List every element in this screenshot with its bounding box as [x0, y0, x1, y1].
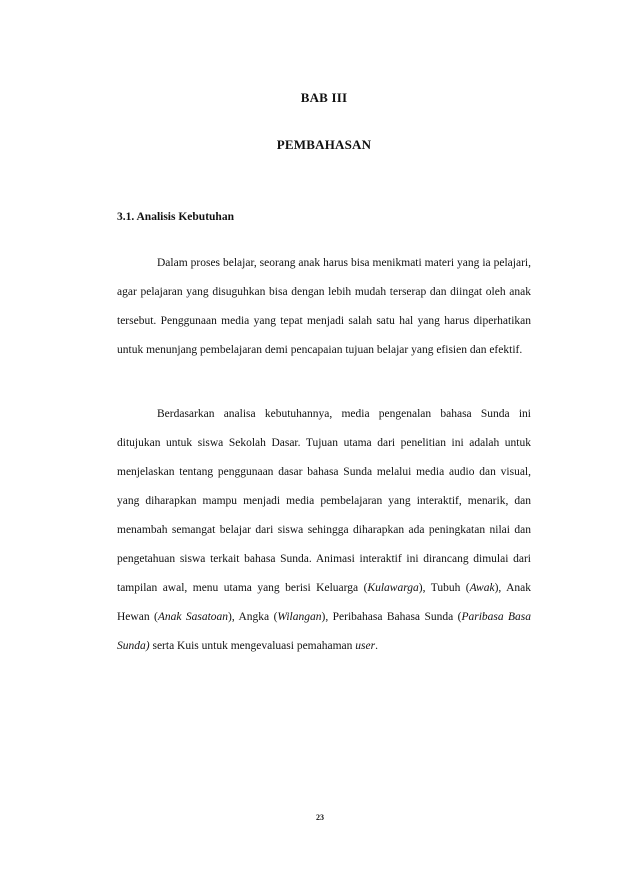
- paragraph-text: ), Anak Hewan (: [117, 582, 532, 623]
- paragraph-needs-analysis: [117, 400, 531, 661]
- chapter-number: BAB III: [300, 90, 348, 105]
- page-number: 23: [316, 813, 324, 822]
- paragraph-text: .: [375, 640, 378, 652]
- sundanese-term-wilangan: Wilangan: [277, 611, 322, 623]
- paragraph-text: ), Tubuh (: [418, 582, 470, 594]
- paragraph-text: serta Kuis untuk mengevaluasi pemahaman: [149, 640, 356, 652]
- chapter-title: PEMBAHASAN: [276, 137, 372, 152]
- paragraph-text: ), Angka (: [228, 611, 278, 623]
- paragraph-text: ), Peribahasa Bahasa Sunda (: [321, 611, 462, 623]
- sundanese-term-anak-sasatoan: Anak Sasatoan: [157, 611, 229, 623]
- paragraph-text: Berdasarkan analisa kebutuhannya, media pengenalan bahasa Sunda ini ditujukan untuk siswa Sekolah Dasar. Tujuan utama dari penelitian ini adalah untuk menjelaskan tentang penggunaan dasar bahasa Sunda melalui media audio dan visual, yang diharapkan mampu menjadi media pembelajaran yang interaktif, menarik, dan menambah semangat belajar dari siswa sehingga diharapkan ada peningkatan nilai dan pengetahuan siswa terkait bahasa Sunda. Animasi interaktif ini dirancang dimulai dari tampilan awal, menu utama yang berisi Keluarga (: [117, 408, 531, 594]
- term-user: user: [355, 640, 376, 652]
- section-heading: 3.1. Analisis Kebutuhan: [117, 211, 234, 223]
- sundanese-term-awak: Awak: [469, 582, 495, 594]
- sundanese-term-paribasa: Paribasa Basa Sunda): [117, 611, 532, 652]
- sundanese-term-kulawarga: Kulawarga: [367, 582, 419, 594]
- paragraph-needs-intro: Dalam proses belajar, seorang anak harus bisa menikmati materi yang ia pelajari, agar pelajaran yang disuguhkan bisa dengan lebih mudah terserap dan diingat oleh anak tersebut. Penggunaan media yang tepat menjadi salah satu hal yang harus diperhatikan untuk menunjang pembelajaran demi pencapaian tujuan belajar yang efisien dan efektif.: [117, 257, 531, 356]
